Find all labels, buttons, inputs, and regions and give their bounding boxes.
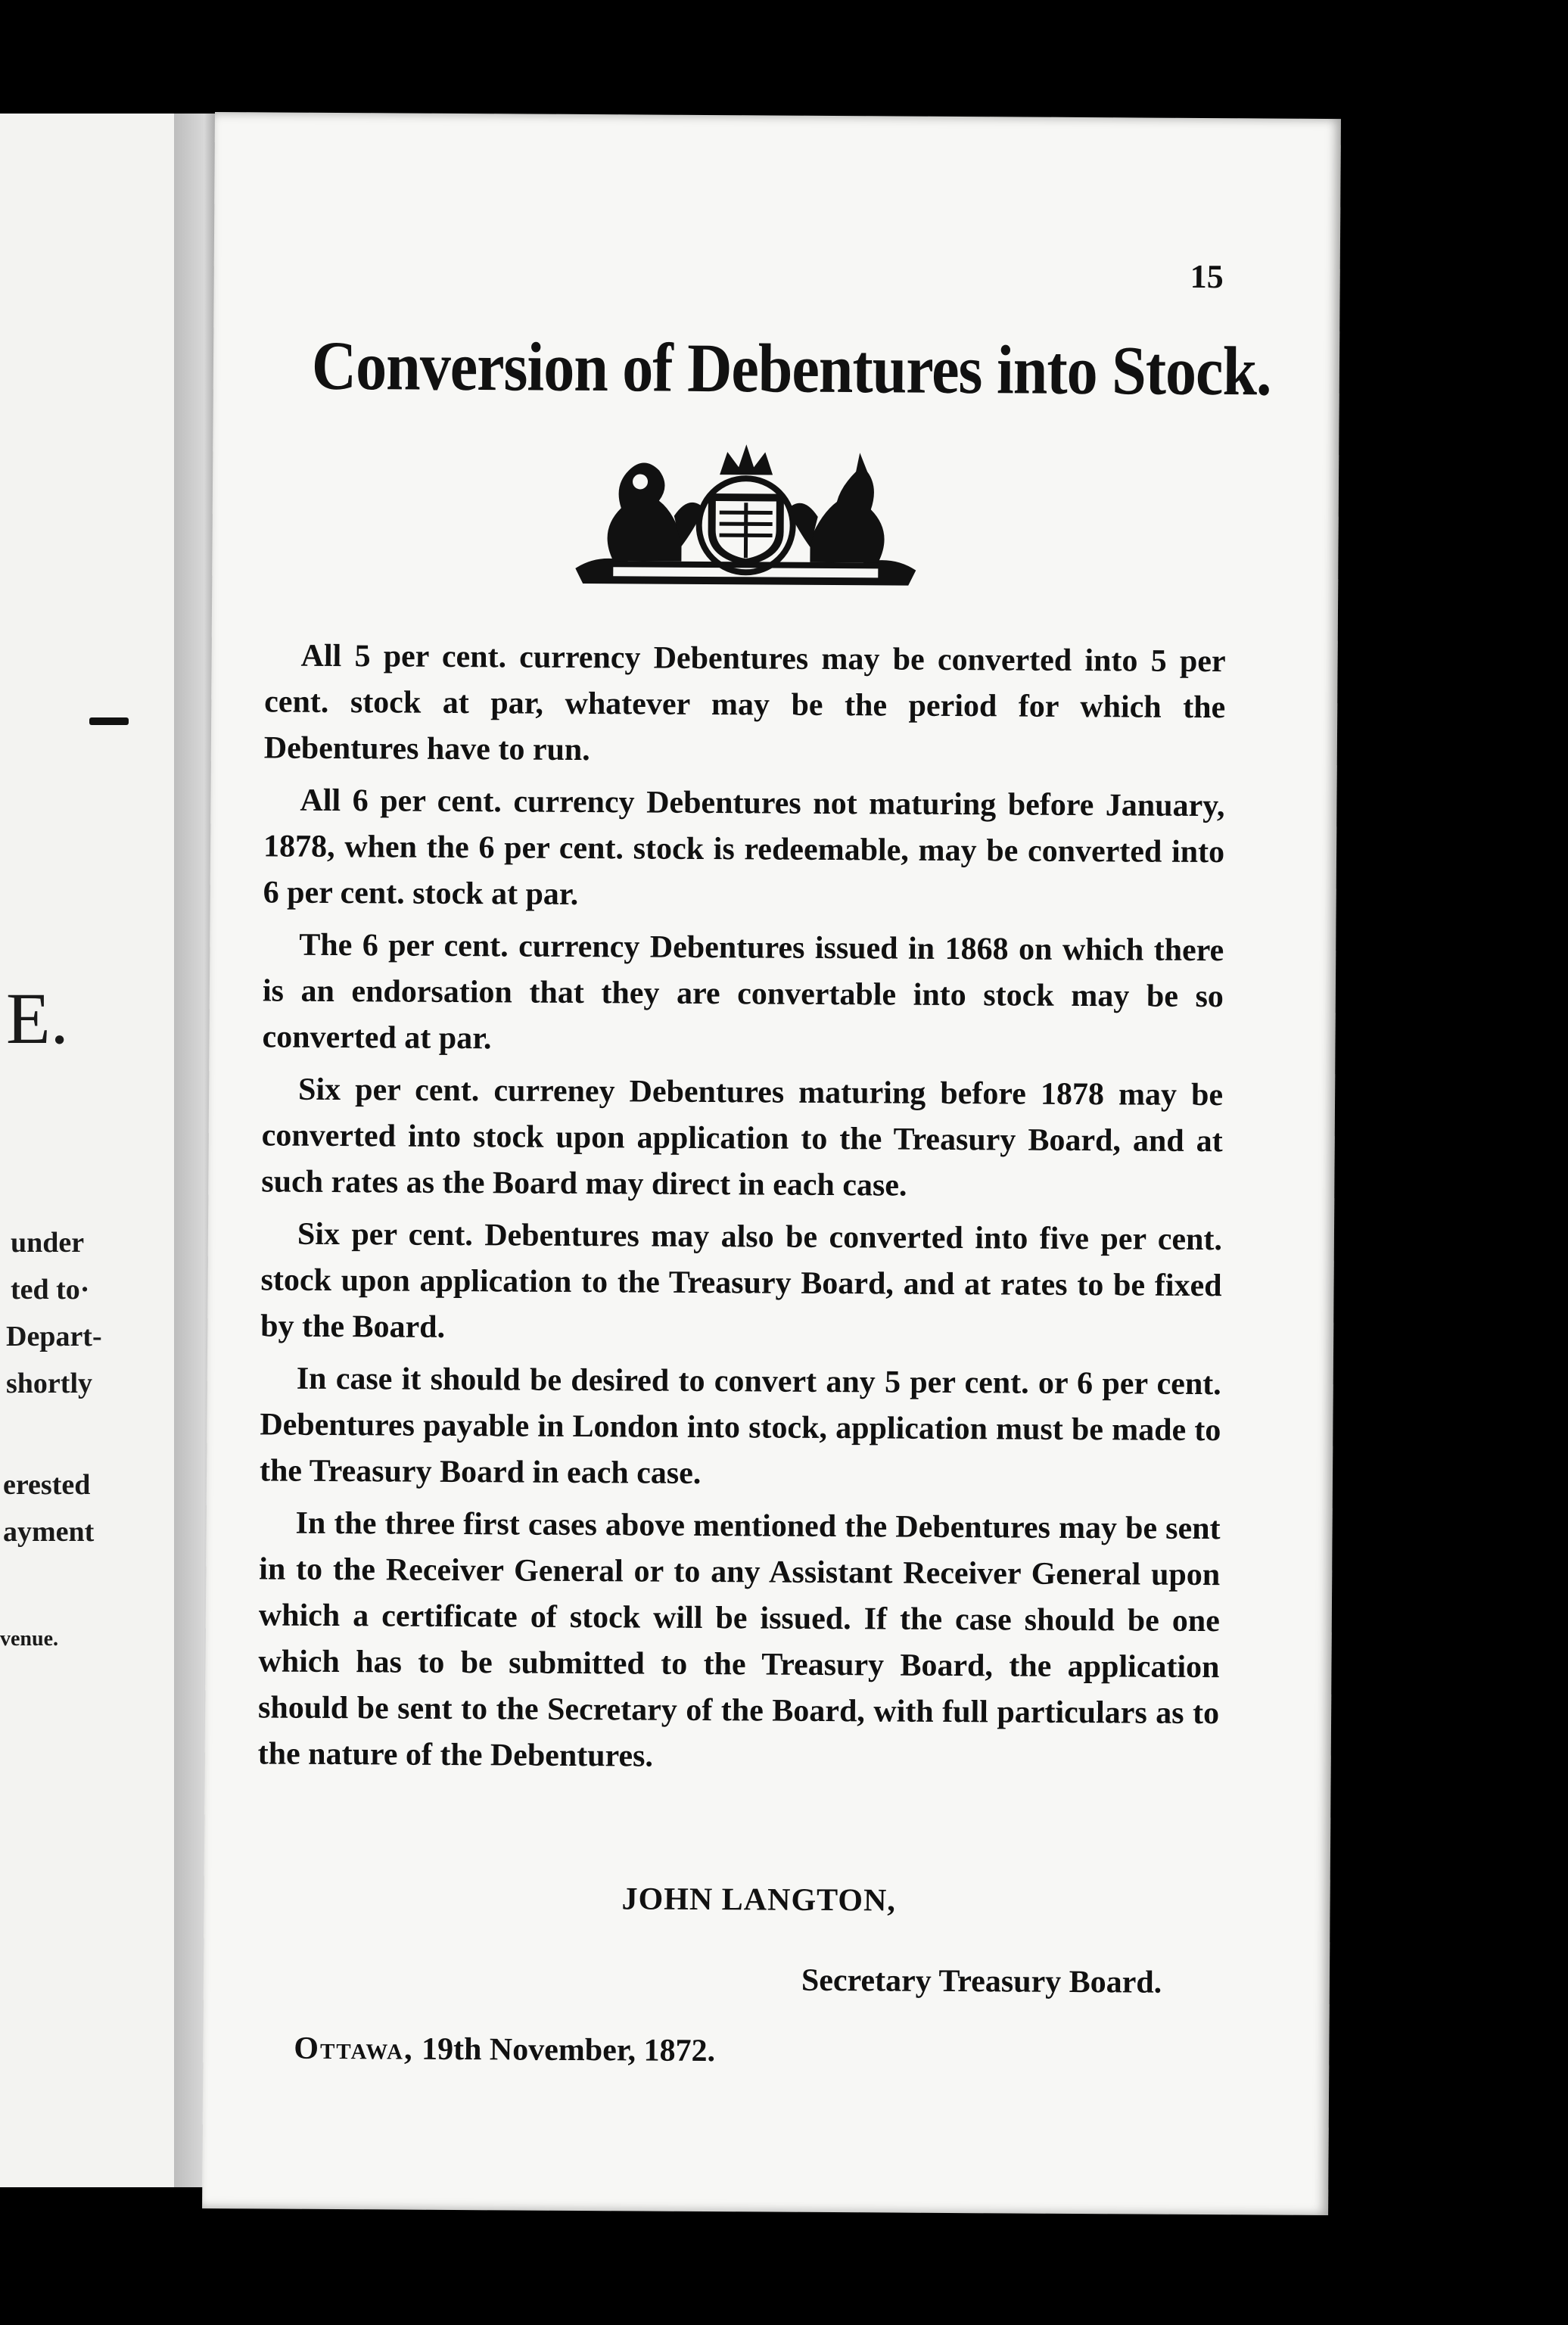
previous-page-fragment: under [11,1227,85,1259]
paragraph: All 6 per cent. currency Debentures not maturing before January, 1878, when the 6 per cent. stock is redeemable, may be converted into 6 per cent. stock at par. [263,783,1225,912]
paragraph: In the three first cases above mentioned the Debentures may be sent in to the Receiver General or to any Assistant Receiver General upon which a certificate of stock will be issued. If the case should be one which has to be submitted to the Treasury Board, the application should be sent to the Secretary of the Board, with full particulars as to the nature of the Debentures. [257,1505,1221,1774]
dateline-date: 19th November, 1872. [421,2031,716,2069]
paragraph: Six per cent. Debentures may also be converted into five per cent. stock upon application to the Treasury Board, and at rates to be fixed by the Board. [260,1216,1223,1345]
paragraph: In case it should be desired to convert any 5 per cent. or 6 per cent. Debentures payable in London into stock, application must be made to the Treasury Board in each case. [259,1361,1221,1491]
previous-page-fragment: venue. [0,1627,58,1651]
previous-page-fragment: ayment [3,1516,95,1548]
dateline [294,2031,715,2069]
page-title: Conversion of Debentures into Stock. [311,326,1271,410]
paragraph: Six per cent. curreney Debentures maturing before 1878 may be converted into stock upon application to the Treasury Board, and at such rates as the Board may direct in each case. [261,1072,1224,1203]
ink-mark [89,717,129,725]
signature-title: Secretary Treasury Board. [801,1962,1162,2000]
royal-coat-of-arms-icon [568,440,924,593]
signature-name: JOHN LANGTON, [621,1881,897,1919]
previous-page-fragment: erested [3,1469,91,1501]
dateline-city: Ottawa, [294,2031,414,2067]
previous-page-letter: E. [6,978,69,1059]
page-number: 15 [1190,257,1224,296]
previous-page-fragment: Depart- [6,1321,102,1352]
previous-page-fragment: ted to· [11,1274,90,1306]
notice-body [258,633,1226,1789]
document-page [202,112,1341,2215]
paragraph: The 6 per cent. currency Debentures issued in 1868 on which there is an endorsation that they are convertable into stock may be so converted at par. [262,927,1224,1057]
paragraph: All 5 per cent. currency Debentures may be converted into 5 per cent. stock at par, whatever may be the period for which the Debentures have to run. [263,638,1226,768]
previous-page-fragment: shortly [6,1368,92,1399]
